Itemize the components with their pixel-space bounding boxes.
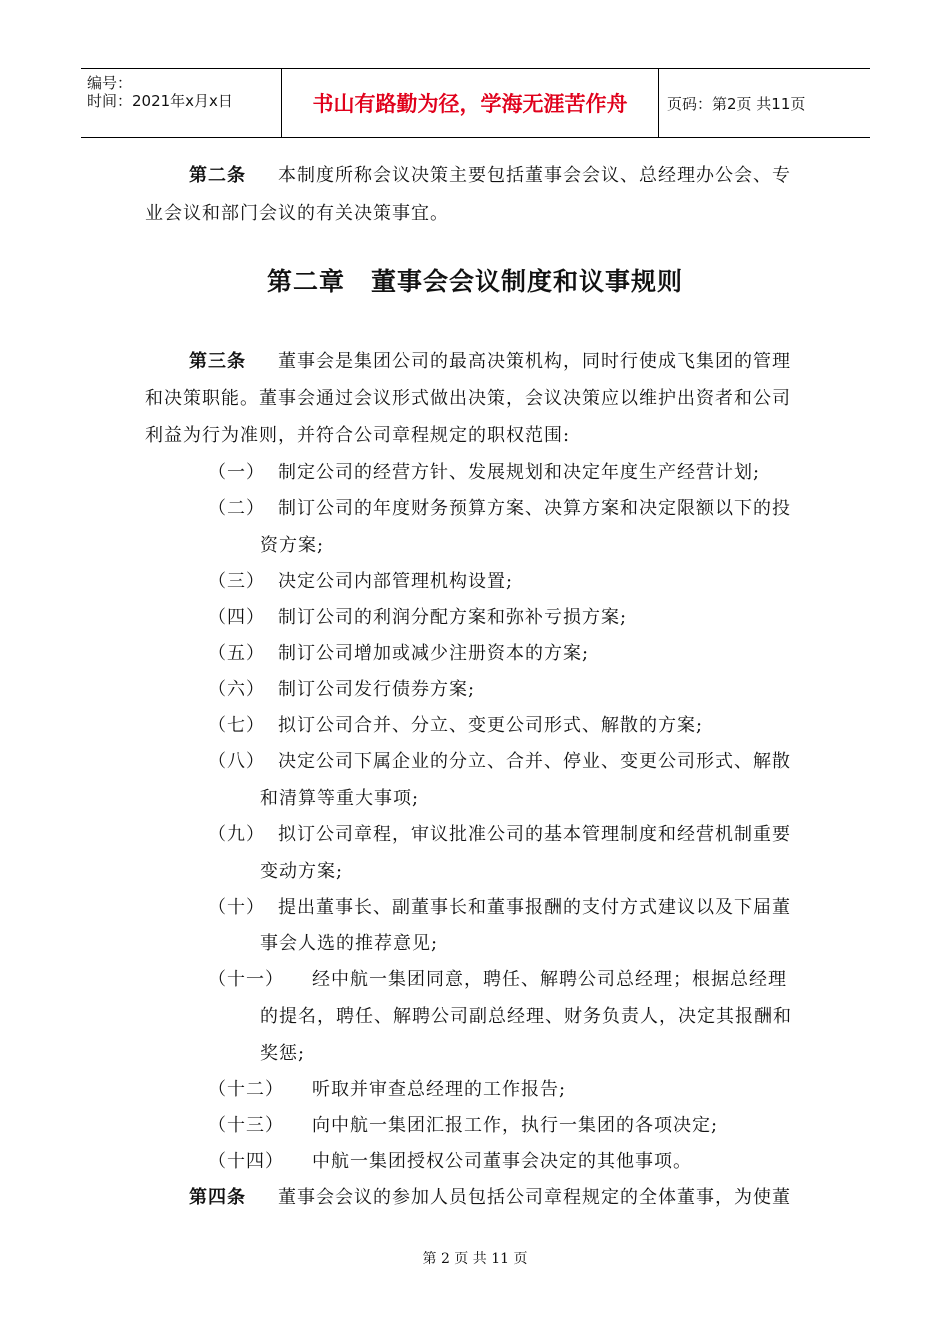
item-number: （八） xyxy=(208,751,265,772)
article-3-text-line1: 董事会是集团公司的最高决策机构，同时行使成飞集团的管理 xyxy=(278,351,791,372)
item-text: 制定公司的经营方针、发展规划和决定年度生产经营计划; xyxy=(278,462,761,483)
item-text: 制订公司发行债券方案; xyxy=(278,679,476,700)
item-text: 拟订公司合并、分立、变更公司形式、解散的方案; xyxy=(278,715,704,736)
item-text: 拟订公司章程，审议批准公司的基本管理制度和经营机制重要 xyxy=(278,824,791,845)
article-2-text-line1: 本制度所称会议决策主要包括董事会会议、总经理办公会、专 xyxy=(278,165,791,186)
header-left-cell xyxy=(81,69,281,137)
item-text: 向中航一集团汇报工作，执行一集团的各项决定; xyxy=(312,1115,719,1136)
item-text: 制订公司的年度财务预算方案、决算方案和决定限额以下的投 xyxy=(278,498,791,519)
item-number: （十二） xyxy=(208,1079,284,1100)
document-number-label: 编号： xyxy=(87,74,133,92)
header-motto: 书山有路勤为径，学海无涯苦作舟 xyxy=(281,69,659,137)
item-number: （三） xyxy=(208,571,265,592)
page-header xyxy=(81,68,870,138)
item-text: 提出董事长、副董事长和董事报酬的支付方式建议以及下届董 xyxy=(278,897,791,918)
item-text-continued: 资方案; xyxy=(260,535,325,556)
item-number: （二） xyxy=(208,498,265,519)
item-text: 听取并审查总经理的工作报告; xyxy=(312,1079,567,1100)
item-text: 制订公司的利润分配方案和弥补亏损方案; xyxy=(278,607,628,628)
article-4-label: 第四条 xyxy=(189,1187,246,1208)
item-number: （四） xyxy=(208,607,265,628)
article-2-label: 第二条 xyxy=(189,165,246,186)
item-text-continued: 事会人选的推荐意见; xyxy=(260,933,439,954)
item-number: （五） xyxy=(208,643,265,664)
item-text-continued: 奖惩; xyxy=(260,1043,306,1064)
item-number: （十） xyxy=(208,897,265,918)
item-text-continued: 的提名，聘任、解聘公司副总经理、财务负责人，决定其报酬和 xyxy=(260,1006,792,1027)
item-number: （九） xyxy=(208,824,265,845)
page-footer: 第 2 页 共 11 页 xyxy=(422,1251,528,1267)
item-text: 制订公司增加或减少注册资本的方案; xyxy=(278,643,590,664)
item-number: （十三） xyxy=(208,1115,284,1136)
item-text-continued: 变动方案; xyxy=(260,861,344,882)
document-date: 时间：2021年x月x日 xyxy=(87,92,233,110)
item-text-continued: 和清算等重大事项; xyxy=(260,788,420,809)
item-text: 经中航一集团同意，聘任、解聘公司总经理；根据总经理 xyxy=(312,969,787,990)
article-3-label: 第三条 xyxy=(189,351,246,372)
article-4-text-line1: 董事会会议的参加人员包括公司章程规定的全体董事，为使董 xyxy=(278,1187,791,1208)
article-2-text-line2: 业会议和部门会议的有关决策事宜。 xyxy=(145,203,449,224)
chapter-title: 第二章 董事会会议制度和议事规则 xyxy=(266,267,683,296)
item-text: 决定公司内部管理机构设置; xyxy=(278,571,514,592)
article-3-text-line2: 和决策职能。董事会通过会议形式做出决策，会议决策应以维护出资者和公司 xyxy=(145,388,791,409)
article-3-text-line3: 利益为行为准则，并符合公司章程规定的职权范围: xyxy=(145,425,571,446)
item-number: （一） xyxy=(208,462,265,483)
header-page-info: 页码：第2页 共11页 xyxy=(667,94,806,113)
item-number: （十一） xyxy=(208,969,284,990)
item-number: （七） xyxy=(208,715,265,736)
item-number: （十四） xyxy=(208,1151,284,1172)
item-text: 中航一集团授权公司董事会决定的其他事项。 xyxy=(312,1151,692,1172)
item-number: （六） xyxy=(208,679,265,700)
item-text: 决定公司下属企业的分立、合并、停业、变更公司形式、解散 xyxy=(278,751,791,772)
